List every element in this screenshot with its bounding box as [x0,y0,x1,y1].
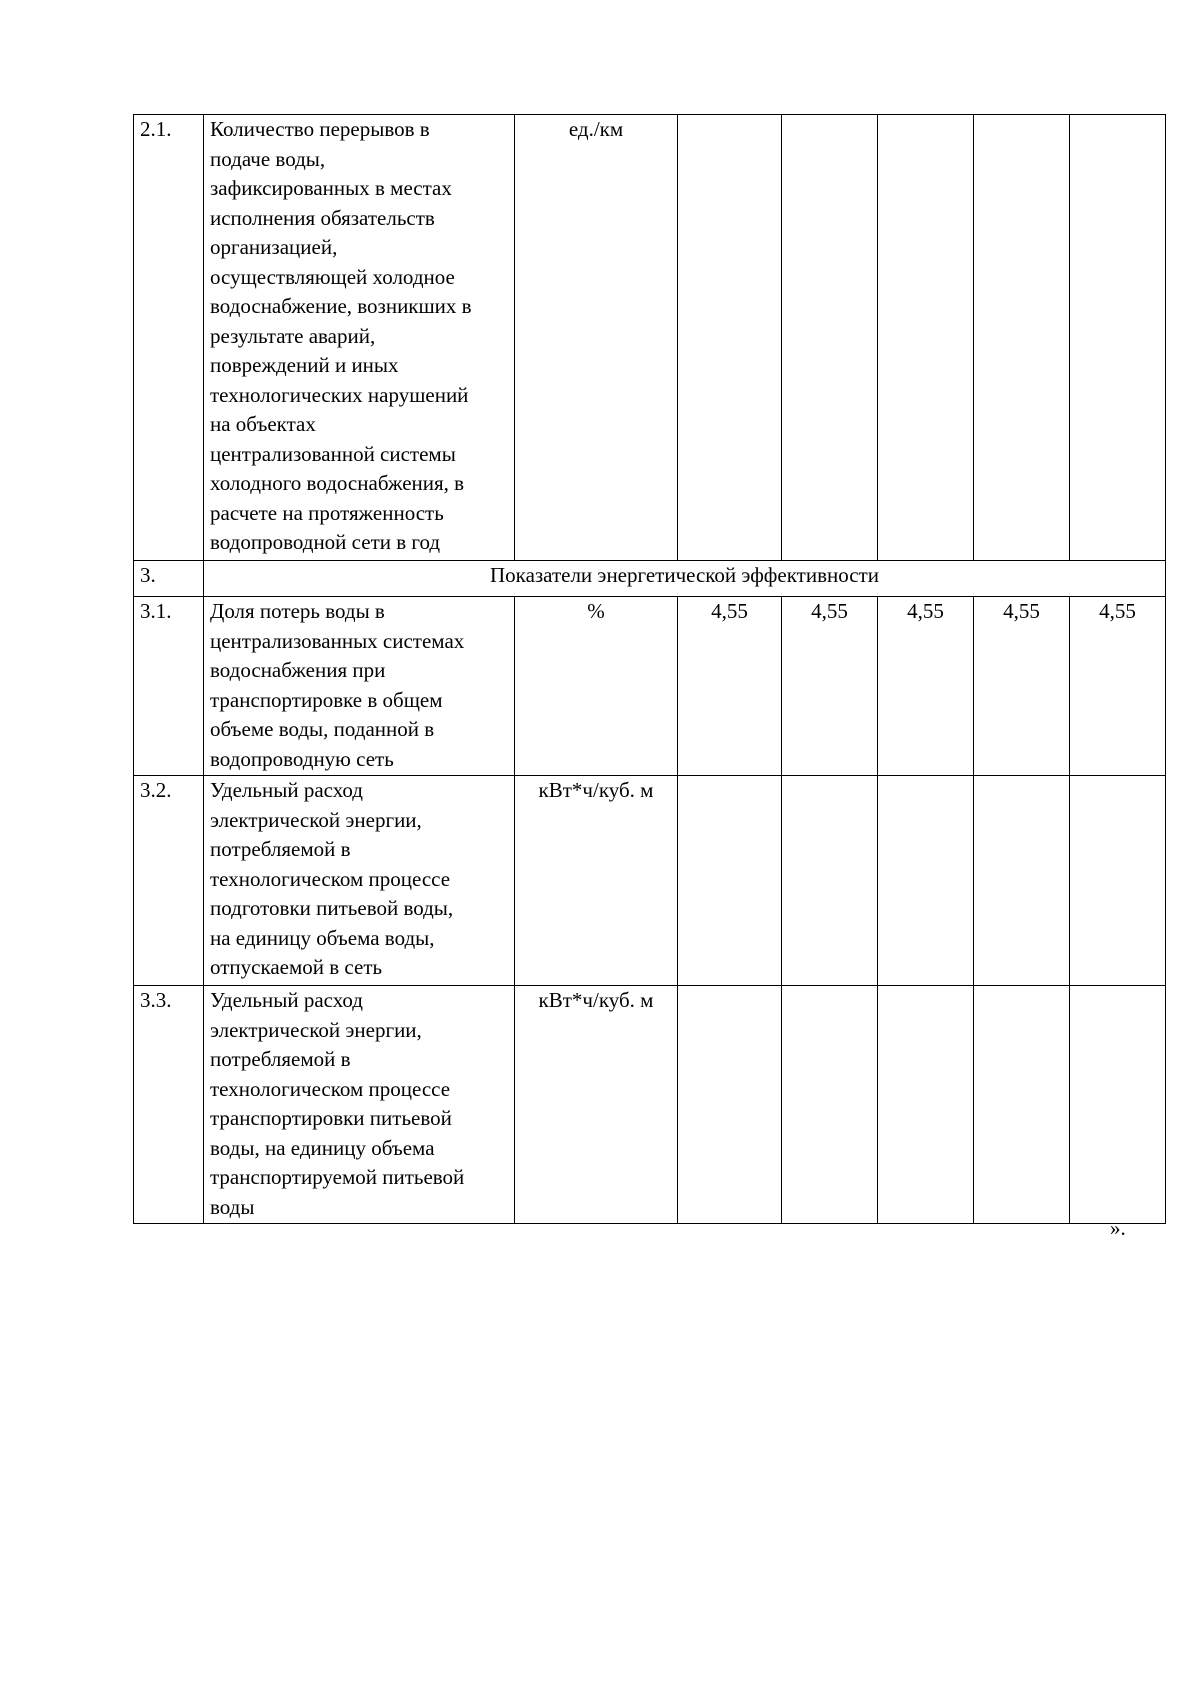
row-value [974,986,1070,1224]
row-unit: ед./км [515,115,678,561]
row-value: 4,55 [1070,597,1166,776]
table-row [134,115,1166,561]
row-value [782,776,878,986]
section-title: Показатели энергетической эффективности [204,561,1166,597]
row-number: 3.1. [134,597,204,776]
row-value: 4,55 [878,597,974,776]
row-description: Количество перерывов в подаче воды, зафиксированных в местах исполнения обязательств организацией, осуществляющей холодное водоснабжение, возникших в результате аварий, повреждений и иных технологических нарушений на объектах централизованной системы холодного водоснабжения, в расчете на протяженность водопроводной сети в год [204,115,515,561]
closing-quote-mark: ». [1110,1216,1126,1240]
row-value [974,776,1070,986]
row-value [678,115,782,561]
row-value [1070,776,1166,986]
indicators-table [133,114,1166,1224]
table-row [134,597,1166,776]
table-row [134,776,1166,986]
row-value [878,776,974,986]
row-value [782,986,878,1224]
row-unit: кВт*ч/куб. м [515,776,678,986]
row-value [878,986,974,1224]
row-value [678,986,782,1224]
row-number: 3.3. [134,986,204,1224]
row-value: 4,55 [974,597,1070,776]
table-row [134,986,1166,1224]
row-description: Удельный расход электрической энергии, потребляемой в технологическом процессе подготовки питьевой воды, на единицу объема воды, отпускаемой в сеть [204,776,515,986]
row-description: Удельный расход электрической энергии, потребляемой в технологическом процессе транспортировки питьевой воды, на единицу объема транспортируемой питьевой воды [204,986,515,1224]
section-number: 3. [134,561,204,597]
section-row [134,561,1166,597]
row-number: 3.2. [134,776,204,986]
row-number: 2.1. [134,115,204,561]
row-value [678,776,782,986]
row-value [782,115,878,561]
row-value [974,115,1070,561]
row-value: 4,55 [782,597,878,776]
row-unit: % [515,597,678,776]
row-value [878,115,974,561]
row-value: 4,55 [678,597,782,776]
row-unit: кВт*ч/куб. м [515,986,678,1224]
row-value [1070,986,1166,1224]
row-value [1070,115,1166,561]
row-description: Доля потерь воды в централизованных системах водоснабжения при транспортировке в общем объеме воды, поданной в водопроводную сеть [204,597,515,776]
